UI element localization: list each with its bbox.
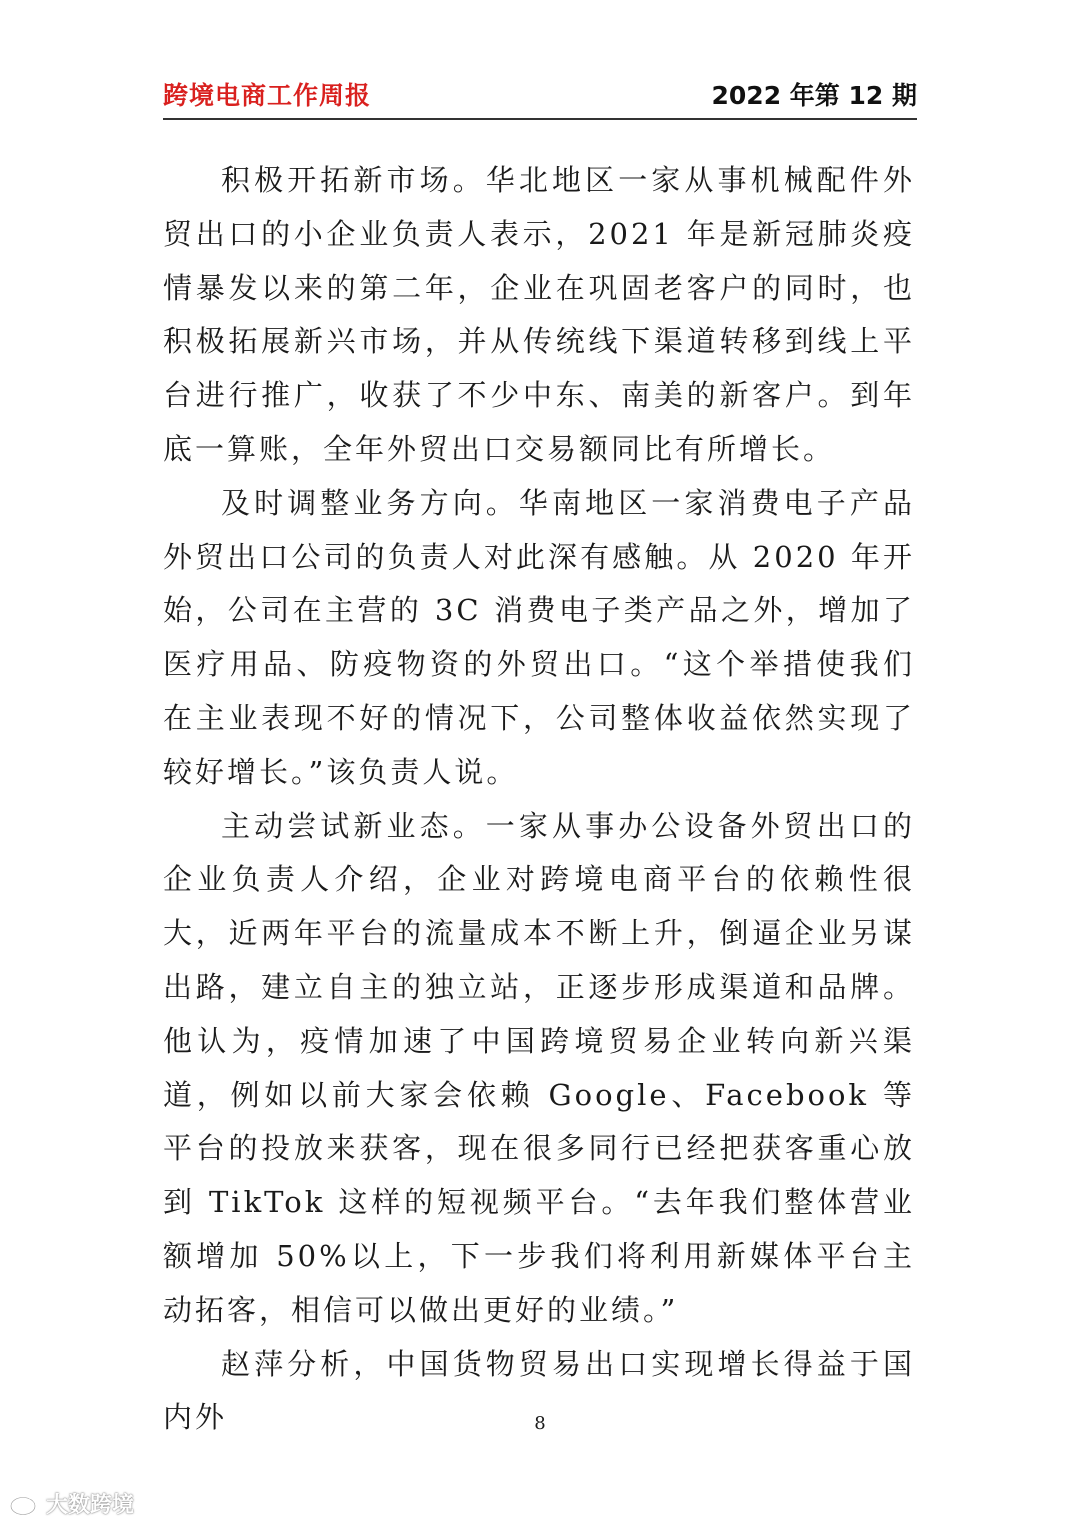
publication-title: 跨境电商工作周报 [163,81,372,110]
watermark-text: 大数跨境 [46,1492,135,1518]
paragraph-new-formats: 主动尝试新业态。一家从事办公设备外贸出口的企业负责人介绍，企业对跨境电商平台的依赖性很大，近两年平台的流量成本不断上升，倒逼企业另谋出路，建立自主的独立站，正逐步形成渠道和品牌。他认为，疫情加速了中国跨境贸易企业转向新兴渠道，例如以前大家会依赖 Google、Facebook 等平台的投放来获客，现在很多同行已经把获客重心放到 TikTok 这样的短视频平台。“去年我们整体营业额增加 50%以上，下一步我们将利用新媒体平台主动拓客，相信可以做出更好的业绩。” [163,808,915,1327]
header-divider [163,118,917,120]
page-number: 8 [534,1413,546,1434]
paragraph-business-direction: 及时调整业务方向。华南地区一家消费电子产品外贸出口公司的负责人对此深有感触。从 2020 年开始，公司在主营的 3C 消费电子类产品之外，增加了医疗用品、防疫物资的外贸出口。“这个举措使我们在主业表现不好的情况下，公司整体收益依然实现了较好增长。”该负责人说。 [163,485,915,789]
page-header [163,76,917,116]
watermark [8,1486,134,1520]
article-body [163,154,915,1445]
issue-number: 2022 年第 12 期 [711,81,917,110]
paragraph-analysis: 赵萍分析，中国货物贸易出口实现增长得益于国内外 [163,1346,915,1435]
weibo-logo-icon [8,1489,42,1517]
paragraph-new-markets: 积极开拓新市场。华北地区一家从事机械配件外贸出口的小企业负责人表示，2021 年是新冠肺炎疫情暴发以来的第二年，企业在巩固老客户的同时，也积极拓展新兴市场，并从传统线下渠道转移到线上平台进行推广，收获了不少中东、南美的新客户。到年底一算账，全年外贸出口交易额同比有所增长。 [163,163,915,466]
